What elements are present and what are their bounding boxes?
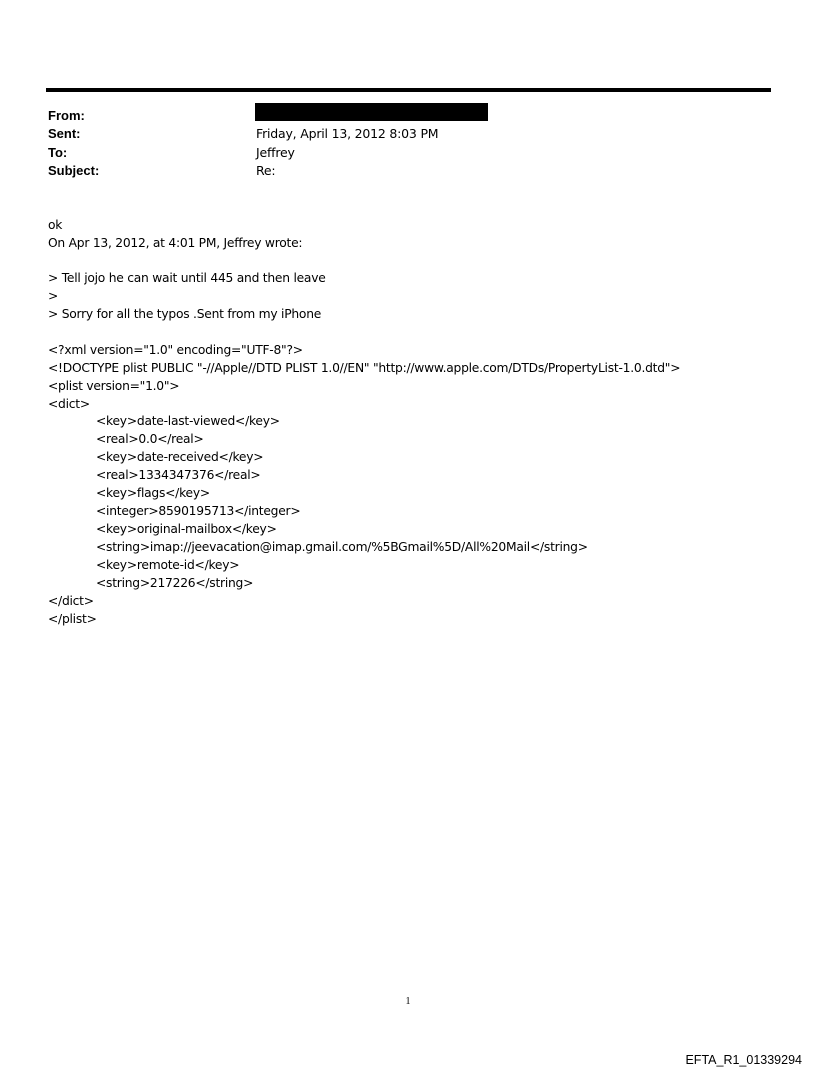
xml-line: <!DOCTYPE plist PUBLIC "-//Apple//DTD PLIST 1.0//EN" "http://www.apple.com/DTDs/PropertyList-1.0.dtd"> [48,361,681,375]
to-label: To: [48,145,68,160]
xml-line: <key>flags</key> [96,486,210,500]
redaction-box [255,103,488,121]
from-label: From: [48,108,85,123]
xml-line: <key>date-received</key> [96,450,264,464]
xml-line: <real>1334347376</real> [96,468,261,482]
page-number: 1 [405,996,411,1007]
quoted-line: > Tell jojo he can wait until 445 and then leave [48,271,326,285]
to-value: Jeffrey [256,145,295,160]
quoted-line: > [48,289,59,303]
body-line: On Apr 13, 2012, at 4:01 PM, Jeffrey wrote: [48,236,303,250]
xml-line: <key>original-mailbox</key> [96,522,277,536]
xml-line: </dict> [48,594,94,608]
xml-line: </plist> [48,612,97,626]
sent-label: Sent: [48,126,81,141]
xml-line: <plist version="1.0"> [48,379,180,393]
xml-line: <dict> [48,397,90,411]
xml-line: <real>0.0</real> [96,432,204,446]
document-id: EFTA_R1_01339294 [685,1053,802,1067]
xml-line: <string>217226</string> [96,576,254,590]
sent-value: Friday, April 13, 2012 8:03 PM [256,126,439,141]
header-rule [46,88,771,92]
xml-line: <key>date-last-viewed</key> [96,414,280,428]
xml-line: <integer>8590195713</integer> [96,504,301,518]
xml-line: <?xml version="1.0" encoding="UTF-8"?> [48,343,303,357]
subject-label: Subject: [48,163,100,178]
subject-value: Re: [256,163,276,178]
xml-line: <key>remote-id</key> [96,558,240,572]
body-line: ok [48,218,63,232]
xml-line: <string>imap://jeevacation@imap.gmail.com/%5BGmail%5D/All%20Mail</string> [96,540,588,554]
quoted-line: > Sorry for all the typos .Sent from my iPhone [48,307,322,321]
